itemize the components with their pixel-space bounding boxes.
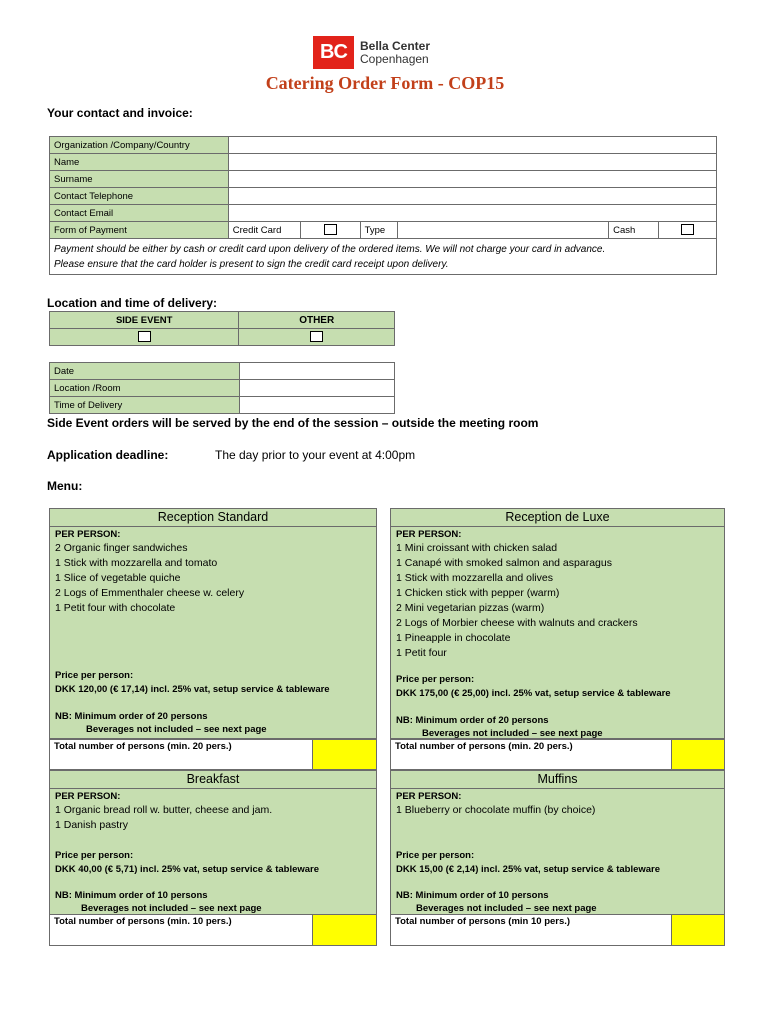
list-item: 2 Logs of Emmenthaler cheese w. celery bbox=[55, 587, 245, 599]
credit-card-label: Credit Card bbox=[228, 222, 300, 239]
contact-table bbox=[49, 136, 717, 275]
deadline-value: The day prior to your event at 4:00pm bbox=[215, 448, 416, 462]
contact-heading: Your contact and invoice: bbox=[47, 106, 193, 120]
reception-standard-nb: NB: Minimum order of 20 persons bbox=[55, 711, 208, 722]
list-item: 2 Organic finger sandwiches bbox=[55, 542, 188, 554]
reception-standard-total-label: Total number of persons (min. 20 pers.) bbox=[49, 739, 313, 770]
breakfast-price: DKK 40,00 (€ 5,71) incl. 25% vat, setup service & tableware bbox=[55, 864, 320, 875]
payment-note bbox=[50, 239, 717, 275]
other-checkbox-cell bbox=[239, 329, 395, 346]
reception-deluxe-title: Reception de Luxe bbox=[391, 509, 724, 527]
email-label: Contact Email bbox=[50, 205, 229, 222]
breakfast-total-label: Total number of persons (min. 10 pers.) bbox=[49, 914, 313, 946]
time-of-delivery-field[interactable] bbox=[239, 397, 395, 414]
breakfast-box bbox=[49, 770, 377, 915]
location-room-field[interactable] bbox=[239, 380, 395, 397]
list-item: 1 Blueberry or chocolate muffin (by choice) bbox=[396, 804, 596, 816]
reception-deluxe-nb: NB: Minimum order of 20 persons bbox=[396, 715, 549, 726]
reception-standard-box bbox=[49, 508, 377, 739]
muffins-total-label: Total number of persons (min 10 pers.) bbox=[390, 914, 672, 946]
breakfast-nb: NB: Minimum order of 10 persons bbox=[55, 890, 208, 901]
breakfast-title: Breakfast bbox=[50, 771, 376, 789]
delivery-table bbox=[49, 362, 395, 414]
reception-deluxe-beverages: Beverages not included – see next page bbox=[422, 728, 603, 739]
telephone-label: Contact Telephone bbox=[50, 188, 229, 205]
breakfast-beverages: Beverages not included – see next page bbox=[81, 903, 262, 914]
logo-name-line1: Bella Center bbox=[360, 39, 431, 53]
location-heading: Location and time of delivery: bbox=[47, 296, 218, 310]
muffins-title: Muffins bbox=[391, 771, 724, 789]
reception-deluxe-price: DKK 175,00 (€ 25,00) incl. 25% vat, setup service & tableware bbox=[396, 688, 671, 699]
reception-standard-price-label: Price per person: bbox=[55, 670, 134, 681]
list-item: 1 Petit four bbox=[396, 647, 447, 659]
reception-deluxe-price-label: Price per person: bbox=[396, 674, 475, 685]
surname-field[interactable] bbox=[228, 171, 716, 188]
reception-standard-price: DKK 120,00 (€ 17,14) incl. 25% vat, setup service & tableware bbox=[55, 684, 330, 695]
name-label: Name bbox=[50, 154, 229, 171]
list-item: 2 Logs of Morbier cheese with walnuts and crackers bbox=[396, 617, 638, 629]
side-event-checkbox-cell bbox=[50, 329, 239, 346]
payment-label: Form of Payment bbox=[50, 222, 229, 239]
reception-standard-title: Reception Standard bbox=[50, 509, 376, 527]
list-item: 1 Organic bread roll w. butter, cheese and jam. bbox=[55, 804, 273, 816]
list-item: 1 Danish pastry bbox=[55, 819, 128, 831]
list-item: 1 Petit four with chocolate bbox=[55, 602, 176, 614]
reception-standard-total-field[interactable] bbox=[312, 739, 377, 770]
menu-heading: Menu: bbox=[47, 479, 83, 493]
time-of-delivery-label: Time of Delivery bbox=[50, 397, 240, 414]
location-room-label: Location /Room bbox=[50, 380, 240, 397]
list-item: 1 Mini croissant with chicken salad bbox=[396, 542, 558, 554]
name-field[interactable] bbox=[228, 154, 716, 171]
type-label: Type bbox=[360, 222, 397, 239]
cash-checkbox-cell bbox=[659, 222, 717, 239]
reception-deluxe-per-person: PER PERSON: bbox=[396, 529, 462, 540]
location-options-table bbox=[49, 311, 395, 346]
list-item: 1 Slice of vegetable quiche bbox=[55, 572, 181, 584]
reception-standard-per-person: PER PERSON: bbox=[55, 529, 121, 540]
list-item: 1 Stick with mozzarella and olives bbox=[396, 572, 553, 584]
list-item: 1 Pineapple in chocolate bbox=[396, 632, 511, 644]
reception-deluxe-box bbox=[390, 508, 725, 739]
muffins-price: DKK 15,00 (€ 2,14) incl. 25% vat, setup service & tableware bbox=[396, 864, 661, 875]
side-event-note: Side Event orders will be served by the end of the session – outside the meeting room bbox=[47, 416, 539, 430]
muffins-box bbox=[390, 770, 725, 915]
org-label: Organization /Company/Country bbox=[50, 137, 229, 154]
telephone-field[interactable] bbox=[228, 188, 716, 205]
muffins-price-label: Price per person: bbox=[396, 850, 475, 861]
card-type-field[interactable] bbox=[397, 222, 609, 239]
muffins-total-field[interactable] bbox=[671, 914, 725, 946]
list-item: 2 Mini vegetarian pizzas (warm) bbox=[396, 602, 545, 614]
deadline-label: Application deadline: bbox=[47, 448, 169, 462]
page-title: Catering Order Form - COP15 bbox=[265, 73, 505, 93]
list-item: 1 Canapé with smoked salmon and asparagus bbox=[396, 557, 612, 569]
reception-standard-beverages: Beverages not included – see next page bbox=[86, 724, 267, 735]
breakfast-price-label: Price per person: bbox=[55, 850, 134, 861]
date-field[interactable] bbox=[239, 363, 395, 380]
payment-note-line1: Payment should be either by cash or credit card upon delivery of the ordered items. We will not charge your card in advance. bbox=[54, 243, 606, 255]
side-event-label: SIDE EVENT bbox=[50, 312, 239, 329]
date-label: Date bbox=[50, 363, 240, 380]
list-item: 1 Stick with mozzarella and tomato bbox=[55, 557, 218, 569]
side-event-checkbox[interactable] bbox=[138, 331, 151, 342]
breakfast-total-field[interactable] bbox=[312, 914, 377, 946]
logo-name-line2: Copenhagen bbox=[360, 52, 429, 66]
cash-checkbox[interactable] bbox=[681, 224, 694, 235]
surname-label: Surname bbox=[50, 171, 229, 188]
org-field[interactable] bbox=[228, 137, 716, 154]
reception-deluxe-total-label: Total number of persons (min. 20 pers.) bbox=[390, 739, 672, 770]
other-checkbox[interactable] bbox=[310, 331, 323, 342]
other-label: OTHER bbox=[239, 312, 395, 329]
payment-note-line2: Please ensure that the card holder is present to sign the credit card receipt upon delivery. bbox=[54, 258, 449, 270]
credit-card-checkbox[interactable] bbox=[324, 224, 337, 235]
credit-card-checkbox-cell bbox=[300, 222, 360, 239]
reception-deluxe-total-field[interactable] bbox=[671, 739, 725, 770]
muffins-beverages: Beverages not included – see next page bbox=[416, 903, 597, 914]
list-item: 1 Chicken stick with pepper (warm) bbox=[396, 587, 560, 599]
bella-center-logo-mark: BC bbox=[313, 36, 354, 69]
muffins-per-person: PER PERSON: bbox=[396, 791, 462, 802]
email-field[interactable] bbox=[228, 205, 716, 222]
cash-label: Cash bbox=[609, 222, 659, 239]
muffins-nb: NB: Minimum order of 10 persons bbox=[396, 890, 549, 901]
breakfast-per-person: PER PERSON: bbox=[55, 791, 121, 802]
